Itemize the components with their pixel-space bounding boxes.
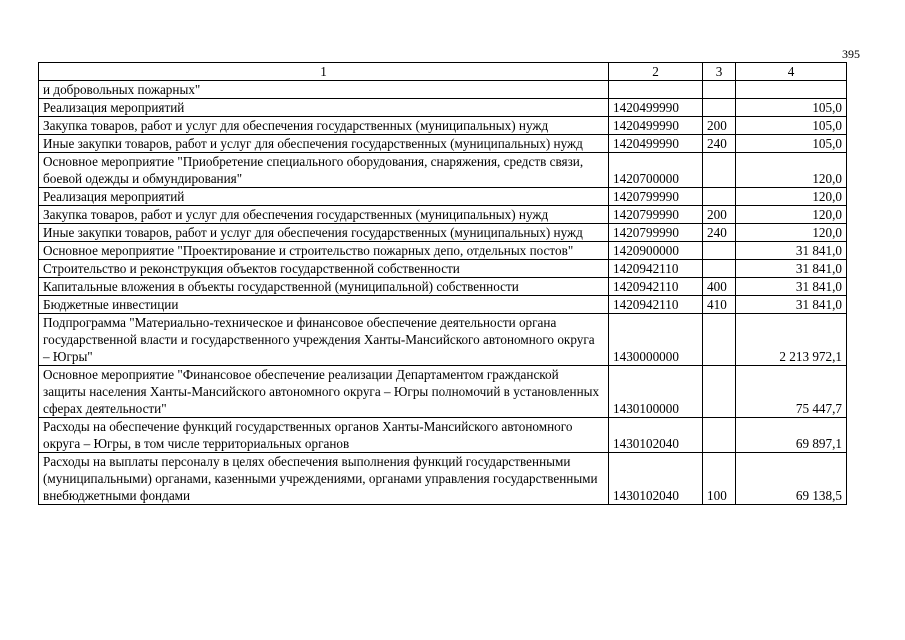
row-sum-cell: 120,0: [736, 206, 847, 224]
row-type-cell: [703, 99, 736, 117]
row-sum-cell: 31 841,0: [736, 242, 847, 260]
row-name-cell: Основное мероприятие "Приобретение специального оборудования, снаряжения, средств связи, боевой одежды и обмундирования": [39, 153, 609, 188]
row-type-cell: [703, 314, 736, 366]
table-row: [39, 242, 847, 260]
table-row: [39, 81, 847, 99]
table-row: [39, 418, 847, 453]
table-row: [39, 260, 847, 278]
table-row: [39, 296, 847, 314]
row-code-cell: 1420942110: [609, 278, 703, 296]
row-type-cell: 200: [703, 206, 736, 224]
row-sum-cell: 2 213 972,1: [736, 314, 847, 366]
row-sum-cell: 69 138,5: [736, 453, 847, 505]
table-row: [39, 278, 847, 296]
row-code-cell: 1420499990: [609, 135, 703, 153]
row-code-cell: 1420499990: [609, 99, 703, 117]
header-col-1: 1: [39, 63, 609, 81]
header-col-2: 2: [609, 63, 703, 81]
row-name-cell: и добровольных пожарных": [39, 81, 609, 99]
row-name-cell: Подпрограмма "Материально-техническое и финансовое обеспечение деятельности органа государственной власти и государственного учреждения Ханты-Мансийского автономного округа – Югры": [39, 314, 609, 366]
row-code-cell: 1420942110: [609, 296, 703, 314]
row-sum-cell: 31 841,0: [736, 296, 847, 314]
row-sum-cell: 105,0: [736, 117, 847, 135]
row-sum-cell: 31 841,0: [736, 260, 847, 278]
row-sum-cell: 120,0: [736, 224, 847, 242]
row-type-cell: 100: [703, 453, 736, 505]
table-row: [39, 99, 847, 117]
row-name-cell: Реализация мероприятий: [39, 188, 609, 206]
table-row: [39, 314, 847, 366]
row-type-cell: [703, 153, 736, 188]
row-sum-cell: 105,0: [736, 135, 847, 153]
row-sum-cell: 120,0: [736, 153, 847, 188]
row-name-cell: Основное мероприятие "Проектирование и строительство пожарных депо, отдельных постов": [39, 242, 609, 260]
row-sum-cell: 69 897,1: [736, 418, 847, 453]
table-row: [39, 453, 847, 505]
row-code-cell: 1430102040: [609, 453, 703, 505]
row-sum-cell: 120,0: [736, 188, 847, 206]
row-code-cell: 1420799990: [609, 188, 703, 206]
page-number: 395: [842, 47, 860, 61]
row-name-cell: Расходы на выплаты персоналу в целях обеспечения выполнения функций государственными (муниципальными) органами, казенными учреждениями, органами управления государственными внебюджетными фондами: [39, 453, 609, 505]
row-name-cell: Закупка товаров, работ и услуг для обеспечения государственных (муниципальных) нужд: [39, 117, 609, 135]
row-name-cell: Основное мероприятие "Финансовое обеспечение реализации Департаментом гражданской защиты населения Ханты-Мансийского автономного округа – Югры полномочий в установленных сферах деятельности": [39, 366, 609, 418]
row-code-cell: 1420499990: [609, 117, 703, 135]
row-name-cell: Капитальные вложения в объекты государственной (муниципальной) собственности: [39, 278, 609, 296]
table-row: [39, 206, 847, 224]
row-name-cell: Строительство и реконструкция объектов государственной собственности: [39, 260, 609, 278]
row-code-cell: [609, 81, 703, 99]
row-name-cell: Реализация мероприятий: [39, 99, 609, 117]
row-sum-cell: 75 447,7: [736, 366, 847, 418]
table-row: [39, 153, 847, 188]
row-code-cell: 1420900000: [609, 242, 703, 260]
row-name-cell: Иные закупки товаров, работ и услуг для обеспечения государственных (муниципальных) нужд: [39, 224, 609, 242]
row-code-cell: 1420799990: [609, 206, 703, 224]
row-type-cell: [703, 260, 736, 278]
row-code-cell: 1420700000: [609, 153, 703, 188]
row-code-cell: 1430000000: [609, 314, 703, 366]
row-code-cell: 1420799990: [609, 224, 703, 242]
row-code-cell: 1420942110: [609, 260, 703, 278]
table-row: [39, 135, 847, 153]
row-type-cell: 240: [703, 224, 736, 242]
header-col-4: 4: [736, 63, 847, 81]
table-header-row: [39, 63, 847, 81]
row-name-cell: Иные закупки товаров, работ и услуг для обеспечения государственных (муниципальных) нужд: [39, 135, 609, 153]
row-name-cell: Закупка товаров, работ и услуг для обеспечения государственных (муниципальных) нужд: [39, 206, 609, 224]
row-type-cell: 200: [703, 117, 736, 135]
row-sum-cell: 31 841,0: [736, 278, 847, 296]
row-code-cell: 1430102040: [609, 418, 703, 453]
row-type-cell: 410: [703, 296, 736, 314]
table-row: [39, 188, 847, 206]
row-code-cell: 1430100000: [609, 366, 703, 418]
row-type-cell: [703, 418, 736, 453]
row-type-cell: 400: [703, 278, 736, 296]
table-row: [39, 366, 847, 418]
row-type-cell: [703, 81, 736, 99]
table-row: [39, 117, 847, 135]
row-name-cell: Расходы на обеспечение функций государственных органов Ханты-Мансийского автономного округа – Югры, в том числе территориальных органов: [39, 418, 609, 453]
row-sum-cell: 105,0: [736, 99, 847, 117]
row-type-cell: [703, 366, 736, 418]
row-type-cell: [703, 242, 736, 260]
header-col-3: 3: [703, 63, 736, 81]
row-type-cell: 240: [703, 135, 736, 153]
budget-table: [38, 62, 847, 505]
row-type-cell: [703, 188, 736, 206]
row-name-cell: Бюджетные инвестиции: [39, 296, 609, 314]
table-row: [39, 224, 847, 242]
row-sum-cell: [736, 81, 847, 99]
